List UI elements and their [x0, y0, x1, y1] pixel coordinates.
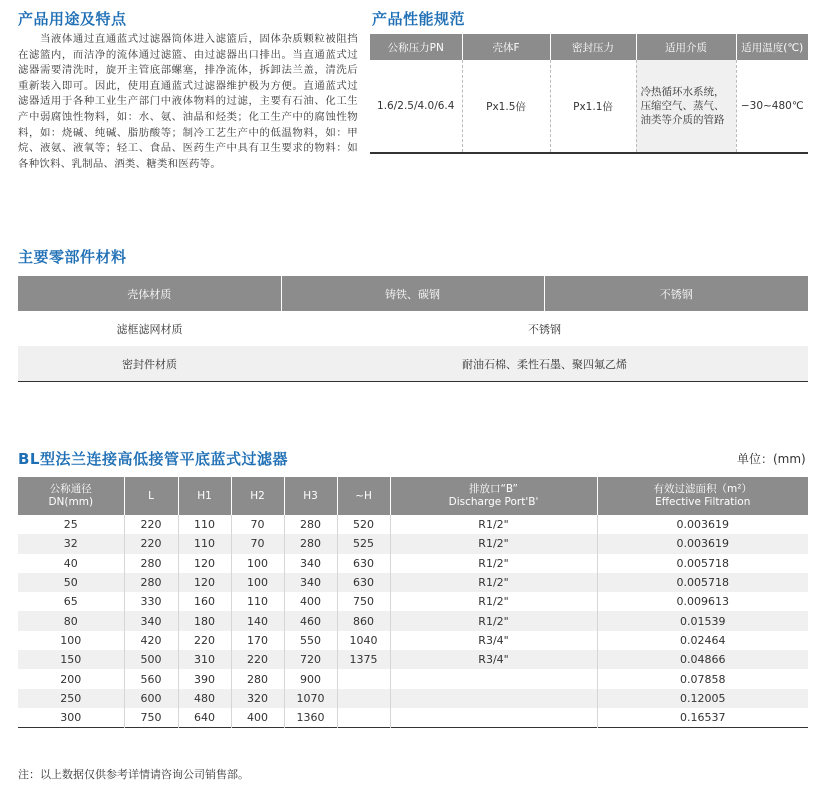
h1-cell: 160 — [178, 592, 231, 611]
dn-cell: 65 — [18, 592, 124, 611]
performance-header: 适用介质 — [636, 34, 736, 60]
materials-header-row — [18, 276, 808, 311]
dn-cell: 250 — [18, 689, 124, 708]
h-cell: 525 — [337, 534, 390, 553]
materials-header: 不锈钢 — [544, 276, 808, 311]
h2-cell: 70 — [231, 534, 284, 553]
table-row — [18, 708, 808, 728]
materials-label: 密封件材质 — [18, 346, 281, 382]
h3-cell: 340 — [284, 573, 337, 592]
h2-cell: 220 — [231, 650, 284, 669]
h3-cell: 280 — [284, 515, 337, 534]
filtration-cell: 0.003619 — [597, 534, 808, 553]
filtration-cell: 0.04866 — [597, 650, 808, 669]
dn-cell: 80 — [18, 611, 124, 630]
dn-cell: 25 — [18, 515, 124, 534]
performance-row — [370, 60, 808, 153]
h1-cell: 110 — [178, 534, 231, 553]
dn-cell: 40 — [18, 554, 124, 573]
h-cell — [337, 689, 390, 708]
h-cell: 750 — [337, 592, 390, 611]
bl-header-h3: H3 — [284, 477, 337, 515]
filtration-cell: 0.16537 — [680, 711, 726, 725]
filtration-cell: 0.005718 — [597, 573, 808, 592]
filtration-cell: 0.02464 — [680, 633, 726, 647]
dn-cell: 150 — [18, 650, 124, 669]
table-row — [18, 554, 808, 573]
table-row — [18, 689, 808, 708]
table-row — [18, 611, 808, 630]
performance-header: 壳体F — [462, 34, 550, 60]
l-cell: 280 — [124, 573, 178, 592]
h3-cell: 340 — [284, 554, 337, 573]
h2-cell: 70 — [231, 515, 284, 534]
materials-table — [18, 276, 808, 382]
discharge-cell: R1/2" — [390, 515, 597, 534]
dn-cell: 32 — [18, 534, 124, 553]
h3-cell: 280 — [284, 534, 337, 553]
h-cell: 630 — [337, 554, 390, 573]
h3-cell: 400 — [284, 592, 337, 611]
dn-cell: 100 — [18, 631, 124, 650]
table-row — [18, 515, 808, 534]
bl-header-h1: H1 — [178, 477, 231, 515]
l-cell: 280 — [124, 554, 178, 573]
l-cell: 560 — [124, 669, 178, 688]
discharge-cell: R1/2" — [390, 554, 597, 573]
h2-cell: 100 — [231, 554, 284, 573]
h-cell: 1040 — [337, 631, 390, 650]
h3-cell: 460 — [284, 611, 337, 630]
discharge-cell — [390, 708, 597, 728]
table-row — [18, 592, 808, 611]
h-cell: 860 — [337, 611, 390, 630]
dn-cell: 300 — [18, 708, 124, 728]
bl-header-h2: H2 — [231, 477, 284, 515]
materials-header: 铸铁、碳钢 — [281, 276, 544, 311]
h-cell: 520 — [337, 515, 390, 534]
h1-cell: 120 — [178, 554, 231, 573]
discharge-cell: R1/2" — [390, 573, 597, 592]
l-cell: 220 — [124, 534, 178, 553]
medium-value: 冷热循环水系统，压缩空气、蒸气、油类等介质的管路 — [636, 60, 736, 153]
h1-cell: 180 — [178, 611, 231, 630]
filtration-cell: 0.005718 — [676, 556, 729, 570]
table-row — [18, 534, 808, 553]
discharge-cell: R3/4" — [390, 631, 597, 650]
h1-cell: 640 — [178, 708, 231, 728]
discharge-cell — [390, 669, 597, 688]
l-cell: 220 — [124, 515, 178, 534]
h-cell — [337, 708, 390, 728]
dn-cell: 200 — [18, 669, 124, 688]
discharge-cell: R1/2" — [390, 592, 597, 611]
h2-cell: 170 — [231, 631, 284, 650]
bl-header-filtration: 有效过滤面积（m²） Effective Filtration — [597, 477, 808, 515]
l-cell: 600 — [124, 689, 178, 708]
materials-value: 不锈钢 — [528, 322, 561, 336]
table-row — [18, 669, 808, 688]
filtration-cell: 0.01539 — [597, 611, 808, 630]
materials-header: 壳体材质 — [18, 276, 281, 311]
performance-header: 密封压力 — [550, 34, 636, 60]
unit-label: 单位：(mm) — [737, 452, 806, 466]
discharge-cell: R1/2" — [390, 534, 597, 553]
bl-header-dn: 公称通径 DN(mm) — [18, 477, 124, 515]
performance-header: 适用温度(℃) — [736, 34, 808, 60]
h-cell: 1375 — [337, 650, 390, 669]
bl-header-h: ~H — [337, 477, 390, 515]
h3-cell: 1070 — [284, 689, 337, 708]
l-cell: 420 — [124, 631, 178, 650]
performance-table — [370, 34, 808, 154]
table-row — [18, 573, 808, 592]
h1-cell: 390 — [178, 669, 231, 688]
shell-value: Px1.5倍 — [462, 60, 550, 153]
h1-cell: 220 — [178, 631, 231, 650]
h1-cell: 120 — [178, 573, 231, 592]
l-cell: 340 — [124, 611, 178, 630]
l-cell: 750 — [124, 708, 178, 728]
discharge-cell: R1/2" — [390, 611, 597, 630]
filtration-cell: 0.009613 — [676, 595, 729, 609]
h2-cell: 140 — [231, 611, 284, 630]
usage-description: 当液体通过直通蓝式过滤器筒体进入滤篮后，固体杂质颗粒被阻挡在滤篮内，而洁净的流体通过滤篮、由过滤器出口排出。当直通蓝式过滤器需要清洗时，旋开主管底部螺塞，排净流体，拆卸法兰盖，清洗后重新装入即可。因此，使用直通蓝式过滤器维护极为方便。直通蓝式过滤器适用于各种工业生产部门中液体物料的过滤，主要有石油、化工生产中弱腐蚀性物料，如：水、氨、油晶和烃类；化工生产中的腐蚀性物料，如：烧碱、纯碱、脂肪酸等；制冷工艺生产中的低温物料，如：甲烷、液氨、液氧等；轻工、食品、医药生产中具有卫生要求的物料：如各种饮料、乳制品、酒类、糖类和医药等。 — [18, 33, 358, 170]
bl-header-discharge: 排放口“B” Discharge Port'B' — [390, 477, 597, 515]
dn-cell: 50 — [18, 573, 124, 592]
bl-header-l: L — [124, 477, 178, 515]
table-row — [18, 631, 808, 650]
footnote: 注：以上数据仅供参考详情请咨询公司销售部。 — [18, 768, 249, 781]
h2-cell: 110 — [231, 592, 284, 611]
discharge-cell — [390, 689, 597, 708]
h3-cell: 1360 — [284, 708, 337, 728]
bl-table-title: BL型法兰连接高低接管平底蓝式过滤器 — [18, 450, 288, 468]
filtration-cell: 0.003619 — [676, 518, 729, 532]
h1-cell: 480 — [178, 689, 231, 708]
materials-title: 主要零部件材料 — [18, 248, 127, 266]
h2-cell: 400 — [231, 708, 284, 728]
h3-cell: 900 — [284, 669, 337, 688]
performance-header-row — [370, 34, 808, 60]
seal-value: Px1.1倍 — [550, 60, 636, 153]
h3-cell: 720 — [284, 650, 337, 669]
h1-cell: 110 — [178, 515, 231, 534]
l-cell: 330 — [124, 592, 178, 611]
h3-cell: 550 — [284, 631, 337, 650]
materials-row — [18, 311, 808, 346]
filtration-cell: 0.12005 — [597, 689, 808, 708]
h2-cell: 280 — [231, 669, 284, 688]
filtration-cell: 0.07858 — [680, 672, 726, 686]
performance-title: 产品性能规范 — [372, 10, 466, 28]
h2-cell: 320 — [231, 689, 284, 708]
bl-header-row — [18, 477, 808, 515]
h-cell: 630 — [337, 573, 390, 592]
materials-row — [18, 346, 808, 382]
pressure-value: 1.6/2.5/4.0/6.4 — [370, 60, 462, 153]
l-cell: 500 — [124, 650, 178, 669]
materials-label: 滤框滤网材质 — [116, 322, 183, 336]
h1-cell: 310 — [178, 650, 231, 669]
discharge-cell: R3/4" — [390, 650, 597, 669]
table-row — [18, 650, 808, 669]
temperature-value: −30~480℃ — [740, 100, 804, 112]
materials-value: 耐油石棉、柔性石墨、聚四氟乙烯 — [281, 346, 808, 382]
h-cell — [337, 669, 390, 688]
usage-title: 产品用途及特点 — [18, 10, 127, 28]
bl-dimensions-table — [18, 477, 808, 728]
h2-cell: 100 — [231, 573, 284, 592]
performance-header: 公称压力PN — [370, 34, 462, 60]
